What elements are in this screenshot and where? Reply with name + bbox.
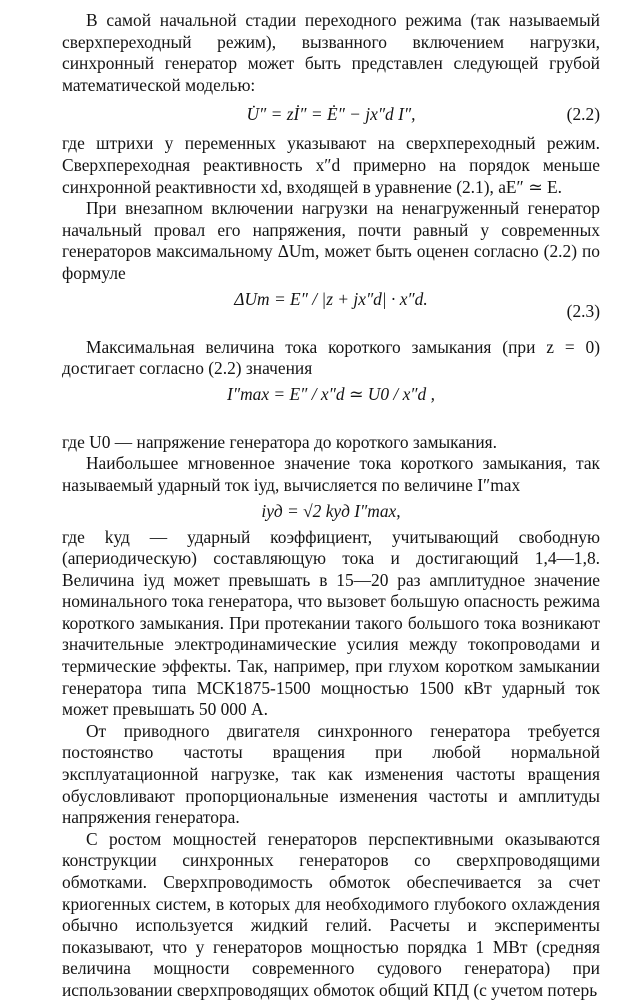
paragraph-u0-definition: где U0 — напряжение генератора до короткого замыкания. (62, 431, 498, 452)
formula-max-current-expression: I″max = E″ / x″d ≃ U0 / x″d , (227, 383, 435, 404)
paragraph-load-switching: При внезапном включении нагрузки на ненагруженный генератор начальный провал его напряжения, почти равный у современных генераторов максимальному ΔUm, может быть оценен согласно (2.2) по формуле (62, 198, 600, 283)
paragraph-surge-coefficient: где kуд — ударный коэффициент, учитывающий свободную (апериодическую) составляющую тока и достигающий 1,4—1,8. Величина iуд может превышать в 15—20 раз амплитудное значение номинального тока генератора, что вызовет большую опасность режима короткого замыкания. При протекании такого большого тока возникают значительные электродинамические усилия между токопроводами и термические эффекты. Так, например, при глухом коротком замыкании генератора типа МСК1875-1500 мощностью 1500 кВт ударный ток может превышать 50 000 А. (62, 526, 600, 720)
paragraph-drive-motor: От приводного двигателя синхронного генератора требуется постоянство частоты вращения при любой нормальной эксплуатационной нагрузке, так как изменения частоты вращения обусловливают пропорциональные изменения частоты и амплитуды напряжения генератора. (62, 720, 600, 828)
document-page (62, 10, 600, 1002)
paragraph-intro: В самой начальной стадии переходного режима (так называемый сверхпереходный режим), вызванного включением нагрузки, синхронный генератор может быть представлен следующей грубой математической моделью: (62, 10, 600, 95)
paragraph-surge-current: Наибольшее мгновенное значение тока короткого замыкания, так называемый ударный ток iуд, вычисляется по величине I″max (62, 453, 600, 495)
paragraph-superconducting: С ростом мощностей генераторов перспективными оказываются конструкции синхронных генераторов со сверхпроводящими обмотками. Сверхпроводимость обмоток обеспечивается за счет криогенных систем, в которых для необходимого глубокого охлаждения обычно используется жидкий гелий. Расчеты и эксперименты показывают, что у генераторов мощностью порядка 1 МВт (средняя величина мощности современного судового генератора) при использовании сверхпроводящих обмоток общий КПД (с учетом потерь (62, 828, 600, 1000)
formula-2-2 (62, 96, 600, 133)
formula-2-3-expression: ΔUm = E″ / |z + jx″d| · x″d. (234, 288, 428, 309)
formula-2-2-number: (2.2) (566, 104, 600, 125)
formula-2-3-number: (2.3) (566, 300, 600, 321)
formula-surge-current-expression: iуд = √2 kуд I″max, (261, 500, 401, 521)
formula-max-current (62, 380, 600, 432)
formula-2-2-expression: U̇″ = zİ″ = Ė″ − jx″d I″, (246, 104, 416, 125)
formula-surge-current (62, 497, 600, 527)
paragraph-explanation: где штрихи у переменных указывают на сверхпереходный режим. Сверхпереходная реактивность x″d примерно на порядок меньше синхронной реактивности xd, входящей в уравнение (2.1), aE″ ≃ E. (62, 133, 600, 197)
paragraph-max-current: Максимальная величина тока короткого замыкания (при z = 0) достигает согласно (2.2) значения (62, 336, 600, 379)
formula-2-3 (62, 285, 600, 337)
